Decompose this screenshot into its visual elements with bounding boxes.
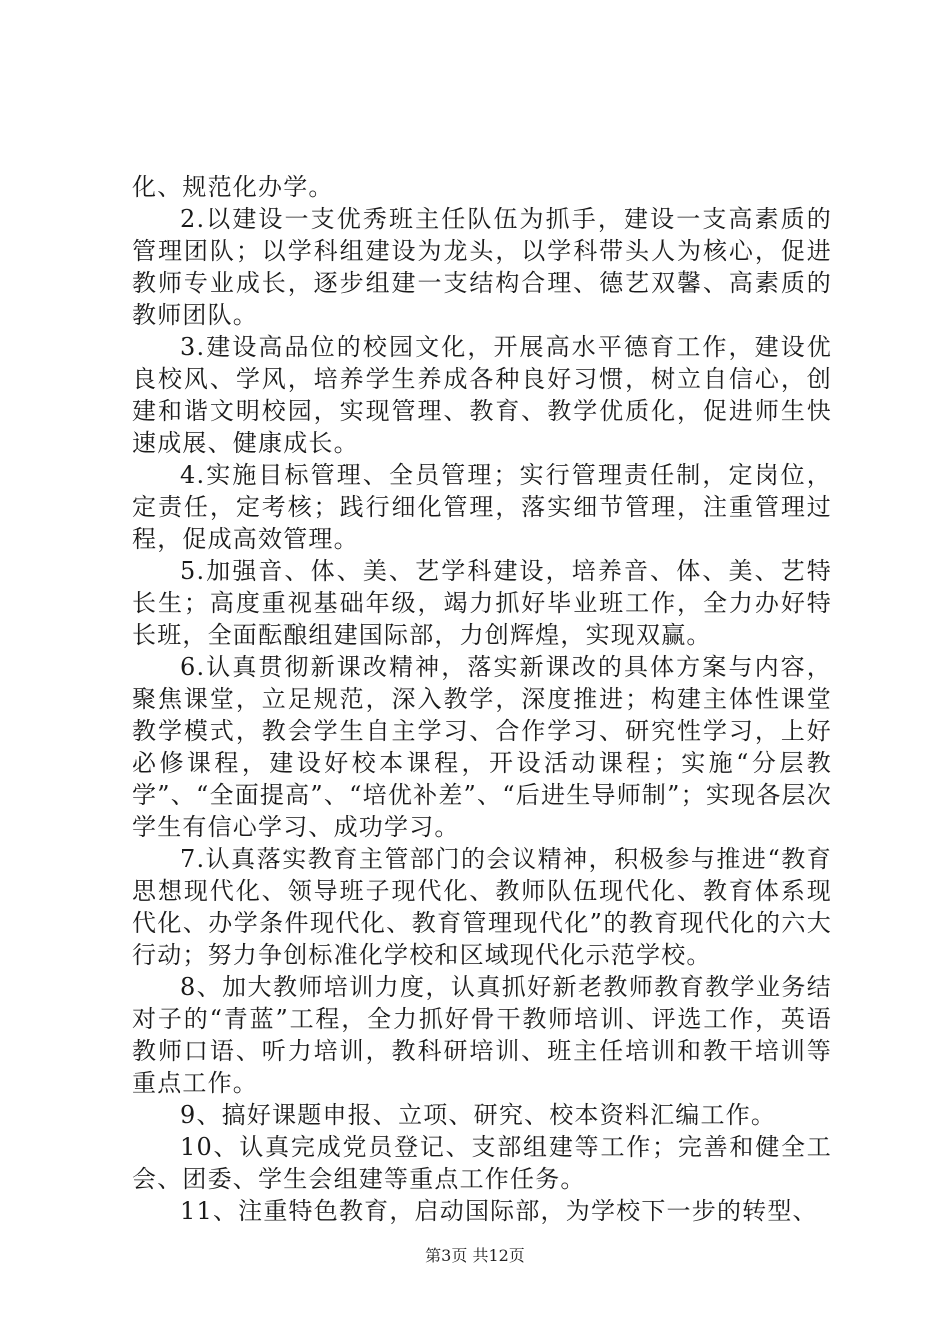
paragraph: 10、认真完成党员登记、支部组建等工作；完善和健全工会、团委、学生会组建等重点工作任务。 [132, 1133, 832, 1193]
page-number-footer: 第3页 共12页 [425, 1246, 525, 1265]
paragraph: 3.建设高品位的校园文化，开展高水平德育工作，建设优良校风、学风，培养学生养成各种良好习惯，树立自信心，创建和谐文明校园，实现管理、教育、教学优质化，促进师生快速成展、健康成长。 [132, 333, 832, 457]
paragraph: 4.实施目标管理、全员管理；实行管理责任制，定岗位，定责任，定考核；践行细化管理，落实细节管理，注重管理过程，促成高效管理。 [132, 461, 832, 553]
paragraph: 5.加强音、体、美、艺学科建设，培养音、体、美、艺特长生；高度重视基础年级，竭力抓好毕业班工作，全力办好特长班，全面酝酿组建国际部，力创辉煌，实现双赢。 [132, 557, 832, 649]
document-body [132, 171, 832, 1227]
paragraph: 9、搞好课题申报、立项、研究、校本资料汇编工作。 [180, 1101, 777, 1129]
paragraph: 化、规范化办学。 [132, 173, 334, 201]
paragraph: 11、注重特色教育，启动国际部，为学校下一步的转型、 [180, 1197, 818, 1225]
paragraph: 2.以建设一支优秀班主任队伍为抓手，建设一支高素质的管理团队；以学科组建设为龙头，以学科带头人为核心，促进教师专业成长，逐步组建一支结构合理、德艺双馨、高素质的教师团队。 [132, 205, 832, 329]
paragraph: 7.认真落实教育主管部门的会议精神，积极参与推进“教育思想现代化、领导班子现代化、教师队伍现代化、教育体系现代化、办学条件现代化、教育管理现代化”的教育现代化的六大行动；努力争创标准化学校和区域现代化示范学校。 [132, 845, 832, 969]
paragraph: 6.认真贯彻新课改精神，落实新课改的具体方案与内容，聚焦课堂，立足规范，深入教学，深度推进；构建主体性课堂教学模式，教会学生自主学习、合作学习、研究性学习，上好必修课程，建设好校本课程，开设活动课程；实施“分层教学”、“全面提高”、“培优补差”、“后进生导师制”；实现各层次学生有信心学习、成功学习。 [132, 653, 832, 841]
paragraph: 8、加大教师培训力度，认真抓好新老教师教育教学业务结对子的“青蓝”工程，全力抓好骨干教师培训、评选工作，英语教师口语、听力培训，教科研培训、班主任培训和教干培训等重点工作。 [132, 973, 832, 1097]
